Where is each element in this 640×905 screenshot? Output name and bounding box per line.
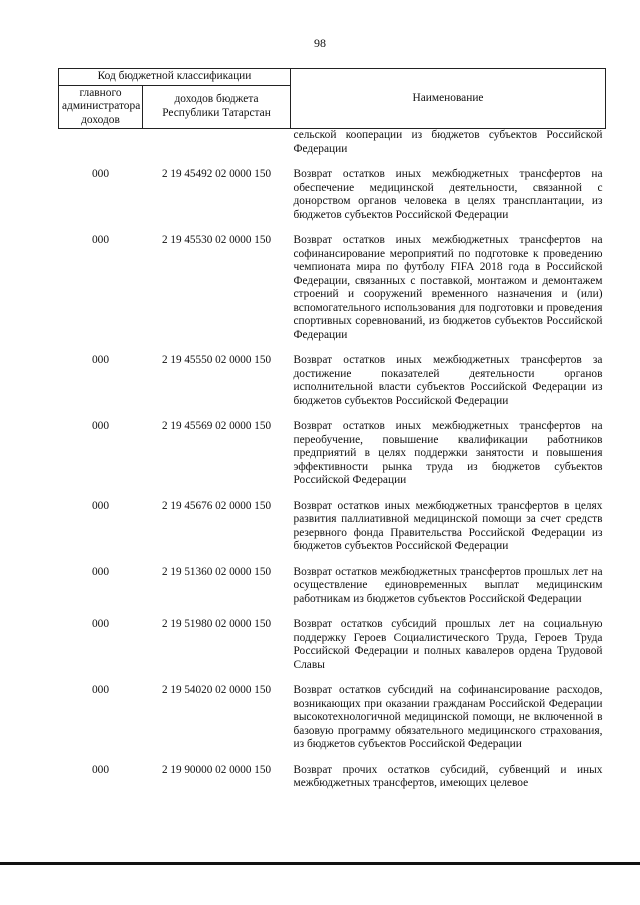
admin-code-cell: 000 [91,234,110,246]
header-income-column: доходов бюджета Республики Татарстан [143,85,291,129]
name-cell: Возврат остатков иных межбюджетных трансфертов за достижение показателей деятельности органов исполнительной власти субъектов Российской Федерации из бюджетов субъектов Российской Федерации [293,354,603,407]
income-code-cell: 2 19 51980 02 0000 150 [161,618,272,630]
table-row [59,684,606,764]
table-row [59,566,606,619]
name-cell: Возврат остатков иных межбюджетных трансфертов на софинансирование мероприятий по подготовке к проведению чемпионата мира по футболу FIFA 2018 года в Российской Федерации, связанных с поставкой, монтажом и демонтажем строений и сооружений временного назначения и (или) вспомогательного использования для подготовки и проведения спортивных соревнований, из бюджетов субъектов Российской Федерации [293,234,603,341]
table-row [59,764,606,803]
table-body [59,129,606,803]
income-code-cell: 2 19 45530 02 0000 150 [161,234,272,246]
income-code-cell: 2 19 54020 02 0000 150 [161,684,272,696]
table-row [59,354,606,420]
page-number: 98 [314,36,326,50]
income-code-cell [143,129,291,169]
table-header [59,69,606,129]
name-cell: Возврат прочих остатков субсидий, субвенций и иных межбюджетных трансфертов, имеющих целевое [293,763,603,789]
name-cell: Возврат остатков иных межбюджетных трансфертов на переобучение, повышение квалификации работников предприятий в целях поддержки занятости и повышения эффективности рынка труда из бюджетов субъектов Российской Федерации [293,420,603,486]
admin-code-cell: 000 [91,354,110,366]
header-group-title: Код бюджетной классификации [59,69,291,86]
header-admin-column: главного администратора доходов [59,85,143,129]
admin-code-cell: 000 [91,565,110,578]
income-code-cell: 2 19 90000 02 0000 150 [161,763,272,776]
admin-code-cell: 000 [91,499,110,512]
page-bottom-rule [0,862,640,865]
income-code-cell: 2 19 45569 02 0000 150 [161,420,272,432]
admin-code-cell: 000 [91,618,110,630]
income-code-cell: 2 19 51360 02 0000 150 [161,565,272,578]
table-row [59,168,606,234]
table-row [59,500,606,566]
table-row [59,234,606,354]
name-cell: Возврат остатков иных межбюджетных трансфертов на обеспечение медицинской деятельности, связанной с донорством органов человека в целях трансплантации, из бюджетов субъектов Российской Федерации [293,168,603,221]
name-cell: Возврат остатков субсидий на софинансирование расходов, возникающих при оказании гражданам Российской Федерации высокотехнологичной медицинской помощи, не включенной в базовую программу обязательного медицинского страхования, из бюджетов субъектов Российской Федерации [293,684,603,750]
income-code-cell: 2 19 45550 02 0000 150 [161,354,272,366]
name-cell: сельской кооперации из бюджетов субъектов Российской Федерации [293,129,603,155]
table-row [59,618,606,684]
header-name-column: Наименование [291,69,606,129]
name-cell: Возврат остатков субсидий прошлых лет на социальную поддержку Героев Социалистического Труда, Героев Труда Российской Федерации и полных кавалеров ордена Трудовой Славы [293,618,603,671]
income-code-cell: 2 19 45676 02 0000 150 [161,499,272,512]
budget-classification-table [58,68,606,803]
income-code-cell: 2 19 45492 02 0000 150 [161,168,272,180]
table-row [59,129,606,169]
admin-code-cell [59,129,143,169]
admin-code-cell: 000 [91,168,110,180]
name-cell: Возврат остатков межбюджетных трансфертов прошлых лет на осуществление единовременных выплат медицинским работникам из бюджетов субъектов Российской Федерации [293,565,603,605]
table-row [59,420,606,500]
admin-code-cell: 000 [91,684,110,696]
name-cell: Возврат остатков иных межбюджетных трансфертов в целях развития паллиативной медицинской помощи за счет средств резервного фонда Правительства Российской Федерации из бюджетов субъектов Российской Федерации [293,499,603,552]
admin-code-cell: 000 [91,420,110,432]
admin-code-cell: 000 [91,763,110,776]
